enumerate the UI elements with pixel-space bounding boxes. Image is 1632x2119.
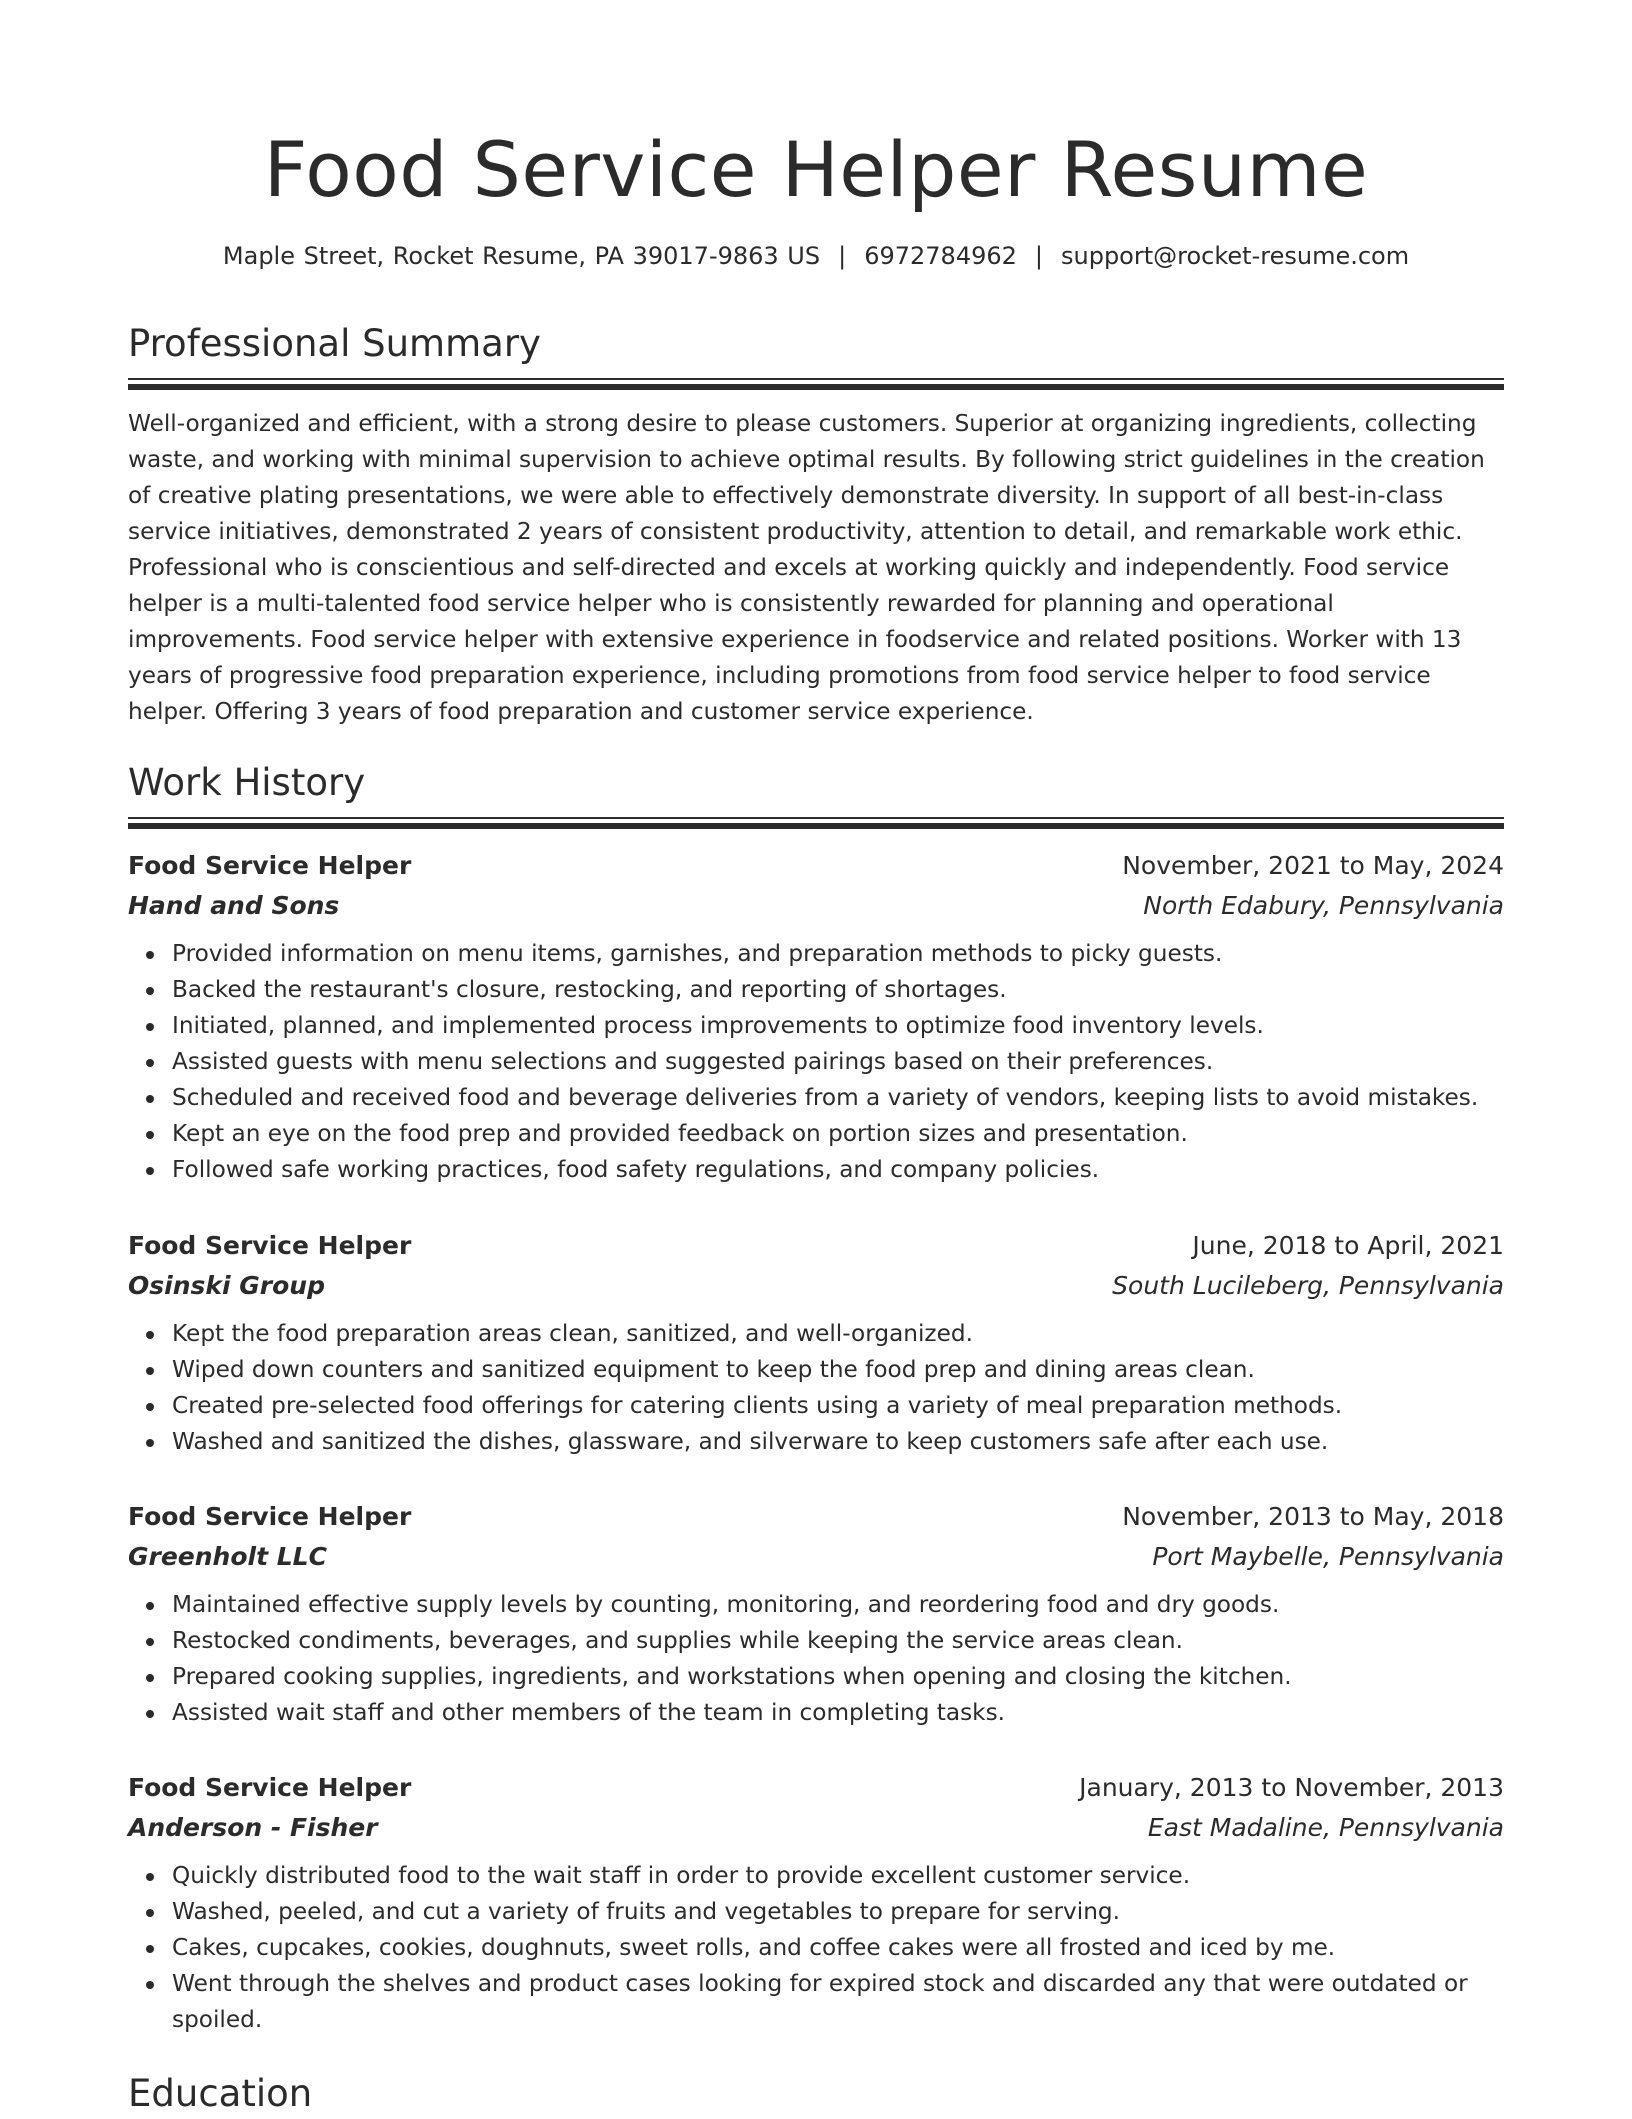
job-title: Food Service Helper <box>128 851 412 880</box>
job-title: Food Service Helper <box>128 1773 412 1802</box>
list-item: Washed, peeled, and cut a variety of fruits and vegetables to prepare for serving. <box>172 1894 1504 1930</box>
job-company: Hand and Sons <box>128 891 340 920</box>
contact-phone: 6972784962 <box>864 242 1017 270</box>
summary-text: Well-organized and efficient, with a strong desire to please customers. Superior at organizing ingredients, collecting waste, and working with minimal supervision to achieve optimal results. By following strict guidelines in the creation of creative plating presentations, we were able to effectively demonstrate diversity. In support of all best-in-class service initiatives, demonstrated 2 years of consistent productivity, attention to detail, and remarkable work ethic. Professional who is conscientious and self-directed and excels at working quickly and independently. Food service helper is a multi-talented food service helper who is consistently rewarded for planning and operational improvements. Food service helper with extensive experience in foodservice and related positions. Worker with 13 years of progressive food preparation experience, including promotions from food service helper to food service helper. Offering 3 years of food preparation and customer service experience. <box>128 410 1485 725</box>
job-dates: November, 2021 to May, 2024 <box>1122 851 1504 880</box>
list-item: Provided information on menu items, garnishes, and preparation methods to picky guests. <box>172 936 1504 972</box>
list-item: Quickly distributed food to the wait staff in order to provide excellent customer service. <box>172 1858 1504 1894</box>
resume-title: Food Service Helper Resume <box>263 125 1369 214</box>
list-item: Restocked condiments, beverages, and supplies while keeping the service areas clean. <box>172 1623 1504 1659</box>
list-item: Assisted guests with menu selections and suggested pairings based on their preferences. <box>172 1044 1504 1080</box>
list-item: Went through the shelves and product cases looking for expired stock and discarded any that were outdated or spoiled. <box>172 1966 1504 2038</box>
job-location: South Lucileberg, Pennsylvania <box>1112 1271 1504 1300</box>
list-item: Kept an eye on the food prep and provided feedback on portion sizes and presentation. <box>172 1116 1504 1152</box>
job-entry <box>128 846 1504 1188</box>
contact-line <box>128 236 1504 276</box>
section-divider <box>128 378 1504 390</box>
job-company: Greenholt LLC <box>128 1542 327 1571</box>
list-item: Prepared cooking supplies, ingredients, and workstations when opening and closing the kitchen. <box>172 1659 1504 1695</box>
job-entry <box>128 1226 1504 1460</box>
section-heading-summary: Professional Summary <box>128 322 541 365</box>
contact-email: support@rocket-resume.com <box>1061 242 1410 270</box>
job-location: Port Maybelle, Pennsylvania <box>1152 1542 1504 1571</box>
job-location: East Madaline, Pennsylvania <box>1147 1813 1504 1842</box>
list-item: Maintained effective supply levels by counting, monitoring, and reordering food and dry goods. <box>172 1587 1504 1623</box>
list-item: Created pre-selected food offerings for catering clients using a variety of meal preparation methods. <box>172 1388 1504 1424</box>
contact-separator: | <box>838 242 847 270</box>
job-dates: January, 2013 to November, 2013 <box>1079 1773 1504 1802</box>
list-item: Initiated, planned, and implemented process improvements to optimize food inventory levels. <box>172 1008 1504 1044</box>
section-heading-education: Education <box>128 2072 313 2115</box>
job-entry <box>128 1768 1504 2038</box>
duty-list <box>128 1316 1504 1460</box>
duty-list <box>128 936 1504 1188</box>
duty-list <box>128 1587 1504 1731</box>
job-company: Osinski Group <box>128 1271 325 1300</box>
list-item: Scheduled and received food and beverage deliveries from a variety of vendors, keeping lists to avoid mistakes. <box>172 1080 1504 1116</box>
job-title: Food Service Helper <box>128 1502 412 1531</box>
job-entry <box>128 1497 1504 1731</box>
list-item: Backed the restaurant's closure, restocking, and reporting of shortages. <box>172 972 1504 1008</box>
job-company: Anderson - Fisher <box>128 1813 378 1842</box>
section-heading-work-history: Work History <box>128 761 366 804</box>
section-divider <box>128 817 1504 829</box>
list-item: Washed and sanitized the dishes, glassware, and silverware to keep customers safe after each use. <box>172 1424 1504 1460</box>
contact-address: Maple Street, Rocket Resume, PA 39017-9863 US <box>222 242 821 270</box>
list-item: Followed safe working practices, food safety regulations, and company policies. <box>172 1152 1504 1188</box>
job-title: Food Service Helper <box>128 1231 412 1260</box>
list-item: Cakes, cupcakes, cookies, doughnuts, sweet rolls, and coffee cakes were all frosted and iced by me. <box>172 1930 1504 1966</box>
job-dates: June, 2018 to April, 2021 <box>1192 1231 1504 1260</box>
list-item: Kept the food preparation areas clean, sanitized, and well-organized. <box>172 1316 1504 1352</box>
job-dates: November, 2013 to May, 2018 <box>1122 1502 1504 1531</box>
contact-separator: | <box>1034 242 1043 270</box>
list-item: Wiped down counters and sanitized equipment to keep the food prep and dining areas clean. <box>172 1352 1504 1388</box>
list-item: Assisted wait staff and other members of the team in completing tasks. <box>172 1695 1504 1731</box>
duty-list <box>128 1858 1504 2038</box>
job-location: North Edabury, Pennsylvania <box>1143 891 1504 920</box>
